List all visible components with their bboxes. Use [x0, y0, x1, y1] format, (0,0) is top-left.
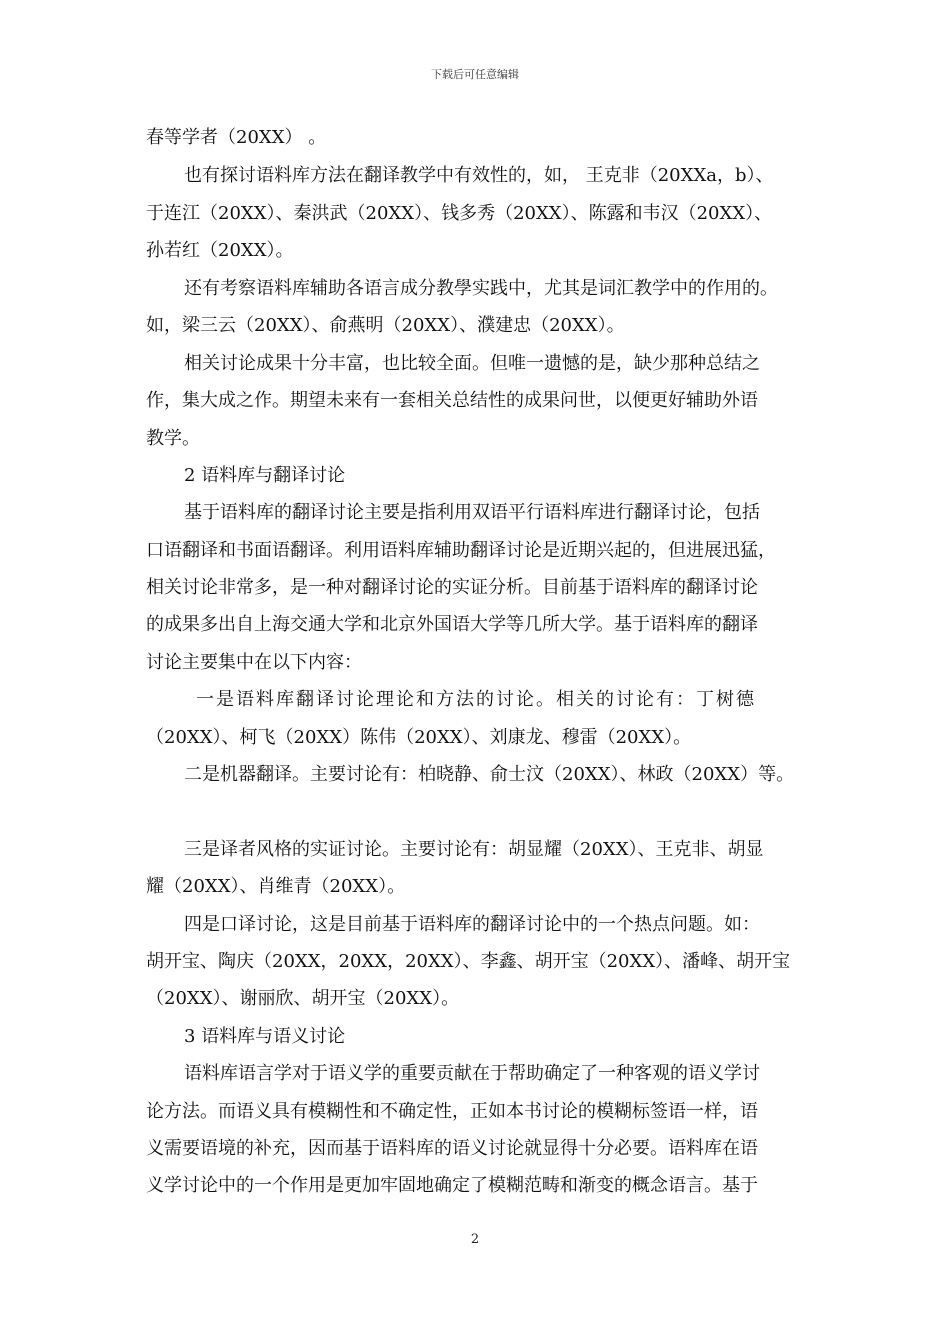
text-line: 三是译者风格的实证讨论。主要讨论有：胡显耀（20XX）、王克非、胡显 — [184, 839, 764, 860]
text-line: 孙若红（20XX）。 — [146, 240, 294, 261]
text-line: 相关讨论非常多，是一种对翻译讨论的实证分析。目前基于语料库的翻译讨论 — [146, 577, 758, 598]
text-line: 论方法。而语义具有模糊性和不确定性，正如本书讨论的模糊标签语一样，语 — [146, 1101, 758, 1122]
text-line: （20XX）、柯飞（20XX）陈伟（20XX）、刘康龙、穆雷（20XX）。 — [146, 727, 692, 748]
text-line: 还有考察语料库辅助各语言成分教學实践中，尤其是词汇教学中的作用的。 — [184, 278, 778, 299]
text-line: （20XX）、谢丽欣、胡开宝（20XX）。 — [146, 988, 460, 1009]
text-line: 教学。 — [146, 428, 200, 449]
text-line: 口语翻译和书面语翻译。利用语料库辅助翻译讨论是近期兴起的，但进展迅猛， — [146, 540, 776, 561]
text-line: 语料库语言学对于语义学的重要贡献在于帮助确定了一种客观的语义学讨 — [184, 1063, 760, 1084]
text-line: 的成果多出自上海交通大学和北京外国语大学等几所大学。基于语料库的翻译 — [146, 614, 758, 635]
text-line: 春等学者（20XX） 。 — [146, 127, 327, 148]
text-line: 基于语料库的翻译讨论主要是指利用双语平行语料库进行翻译讨论，包括 — [184, 502, 760, 523]
page-number: 2 — [470, 1232, 480, 1247]
text-line: 二是机器翻译。主要讨论有：柏晓静、俞士汶（20XX）、林政（20XX）等。 — [184, 764, 795, 785]
page-header: 下载后可任意编辑 — [431, 68, 519, 81]
text-line: 相关讨论成果十分丰富，也比较全面。但唯一遗憾的是，缺少那种总结之 — [184, 353, 760, 374]
text-line: 义需要语境的补充，因而基于语料库的语义讨论就显得十分必要。语料库在语 — [146, 1138, 758, 1159]
section-heading: 3 语料库与语义讨论 — [184, 1026, 346, 1047]
text-line: 作，集大成之作。期望未来有一套相关总结性的成果问世，以便更好辅助外语 — [146, 390, 758, 411]
text-line: 四是口译讨论，这是目前基于语料库的翻译讨论中的一个热点问题。如： — [184, 914, 760, 935]
text-line: 义学讨论中的一个作用是更加牢固地确定了模糊范畴和渐变的概念语言。基于 — [146, 1175, 758, 1196]
text-line: 于连江（20XX）、秦洪武（20XX）、钱多秀（20XX）、陈露和韦汉（20XX）、 — [146, 203, 773, 224]
text-line: 也有探讨语料库方法在翻译教学中有效性的，如， 王克非（20XXa，b）、 — [184, 165, 774, 186]
text-line: 胡开宝、陶庆（20XX，20XX，20XX）、李鑫、胡开宝（20XX）、潘峰、胡开宝 — [146, 951, 791, 972]
text-line: 讨论主要集中在以下内容： — [146, 652, 362, 673]
section-heading: 2 语料库与翻译讨论 — [184, 465, 346, 486]
text-line: 耀（20XX）、肖维青（20XX）。 — [146, 876, 406, 897]
text-line: 如，梁三云（20XX）、俞燕明（20XX）、濮建忠（20XX）。 — [146, 315, 625, 336]
text-line: 一是语料库翻译讨论理论和方法的讨论。相关的讨论有：丁树德 — [196, 689, 756, 710]
